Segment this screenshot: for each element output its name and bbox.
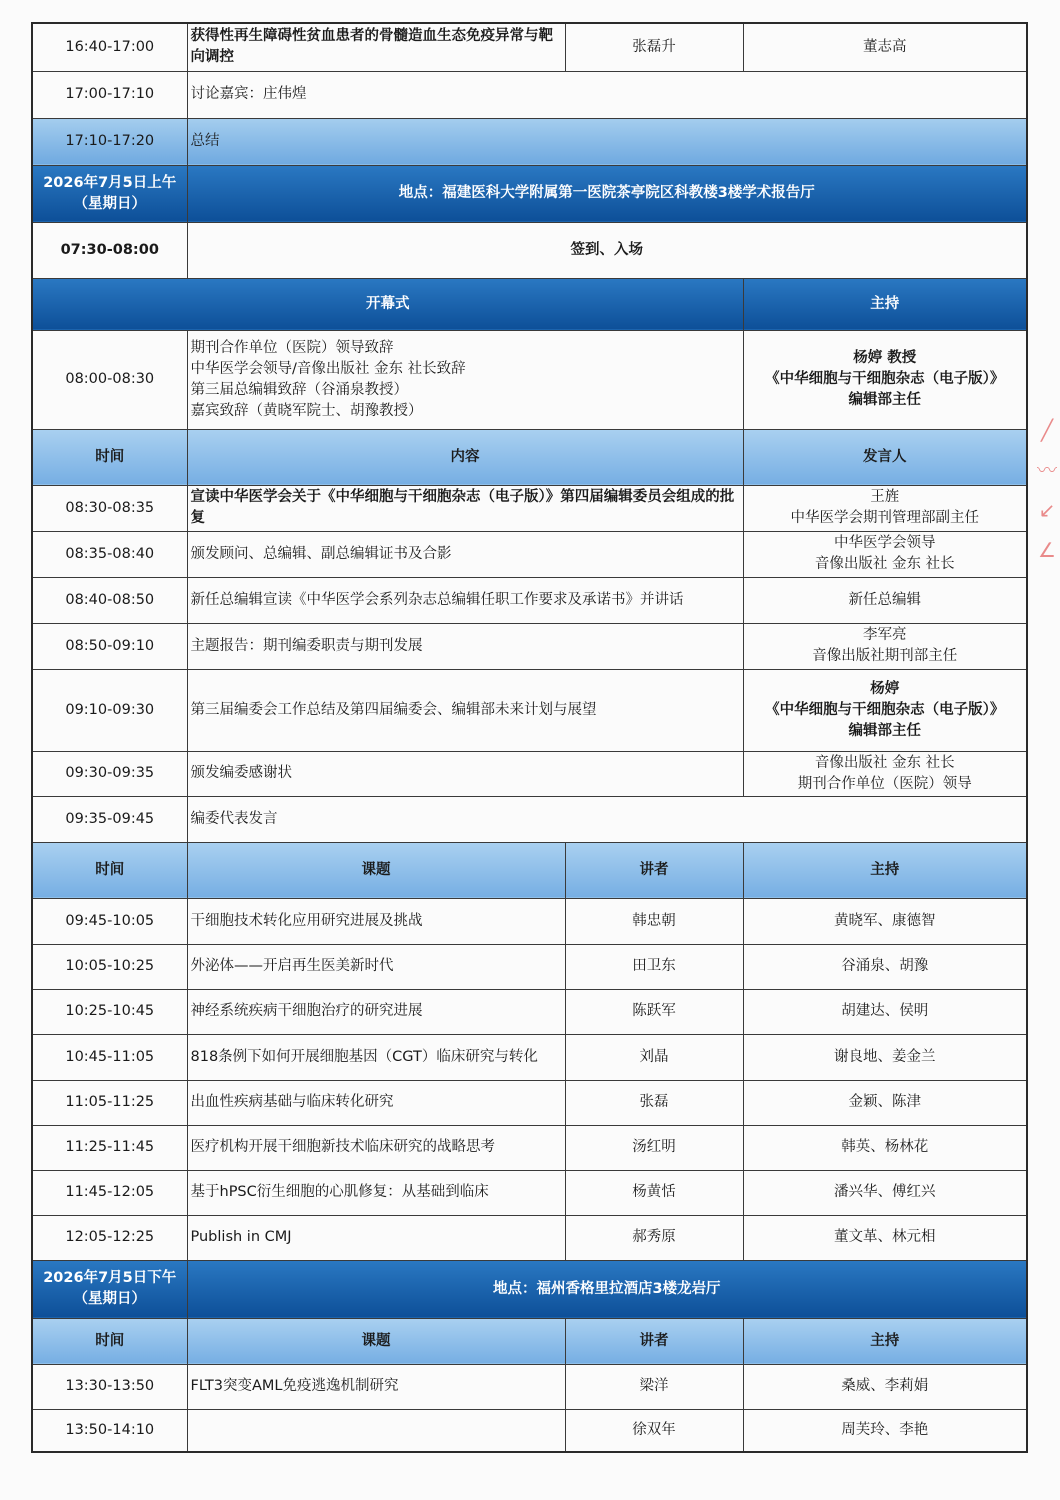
session-header-row xyxy=(32,165,1027,222)
schedule-row xyxy=(32,23,1027,71)
schedule-cell: 刘晶 xyxy=(565,1034,743,1080)
cell-line: 《中华细胞与干细胞杂志（电子版）》 xyxy=(765,371,1005,387)
time-cell: 08:35-08:40 xyxy=(32,531,187,577)
time-cell: 12:05-12:25 xyxy=(32,1215,187,1260)
time-cell: 08:40-08:50 xyxy=(32,577,187,623)
schedule-row xyxy=(32,330,1027,429)
time-cell: 13:50-14:10 xyxy=(32,1409,187,1452)
time-cell: 11:25-11:45 xyxy=(32,1125,187,1170)
schedule-cell: 获得性再生障碍性贫血患者的骨髓造血生态免疫异常与靶向调控 xyxy=(187,23,565,71)
time-cell: 08:50-09:10 xyxy=(32,623,187,669)
time-cell: 16:40-17:00 xyxy=(32,23,187,71)
cell-line: （星期日） xyxy=(73,195,146,212)
schedule-row xyxy=(32,222,1027,278)
time-cell: 10:05-10:25 xyxy=(32,944,187,989)
schedule-cell: 桑威、李莉娟 xyxy=(743,1364,1027,1409)
time-cell: 时间 xyxy=(32,842,187,898)
schedule-cell: 818条例下如何开展细胞基因（CGT）临床研究与转化 xyxy=(187,1034,565,1080)
time-cell: 10:45-11:05 xyxy=(32,1034,187,1080)
cell-line: 杨婷 教授 xyxy=(853,350,917,366)
time-cell: 时间 xyxy=(32,429,187,485)
schedule-row xyxy=(32,1364,1027,1409)
schedule-row xyxy=(32,71,1027,118)
time-cell: 08:00-08:30 xyxy=(32,330,187,429)
schedule-cell xyxy=(743,330,1027,429)
time-cell: 09:30-09:35 xyxy=(32,751,187,796)
schedule-cell: 编委代表发言 xyxy=(187,796,1027,842)
schedule-row xyxy=(32,796,1027,842)
time-cell xyxy=(32,165,187,222)
schedule-cell: 主持 xyxy=(743,842,1027,898)
cell-line: （星期日） xyxy=(73,1291,146,1307)
cell-line: 第三届总编辑致辞（谷涌泉教授） xyxy=(190,381,408,398)
schedule-cell xyxy=(743,669,1027,751)
schedule-cell: 发言人 xyxy=(743,429,1027,485)
schedule-cell: 董文革、林元相 xyxy=(743,1215,1027,1260)
time-cell: 时间 xyxy=(32,1318,187,1364)
schedule-cell: 韩英、杨林花 xyxy=(743,1125,1027,1170)
cell-line: 期刊合作单位（医院）领导致辞 xyxy=(190,339,394,356)
schedule-cell: 徐双年 xyxy=(565,1409,743,1452)
schedule-cell: 谢良地、姜金兰 xyxy=(743,1034,1027,1080)
schedule-table xyxy=(31,22,1028,1453)
schedule-cell: 第三届编委会工作总结及第四届编委会、编辑部未来计划与展望 xyxy=(187,669,743,751)
time-cell: 开幕式 xyxy=(32,278,743,330)
schedule-cell: 张磊 xyxy=(565,1080,743,1125)
cell-line: 《中华细胞与干细胞杂志（电子版）》 xyxy=(765,701,1005,718)
schedule-cell: 主题报告：期刊编委职责与期刊发展 xyxy=(187,623,743,669)
schedule-cell: 颁发顾问、总编辑、副总编辑证书及合影 xyxy=(187,531,743,577)
schedule-cell: 陈跃军 xyxy=(565,989,743,1034)
time-cell: 11:45-12:05 xyxy=(32,1170,187,1215)
cell-line: 期刊合作单位（医院）领导 xyxy=(797,775,972,792)
schedule-cell: 黄晓军、康德智 xyxy=(743,898,1027,944)
schedule-row xyxy=(32,577,1027,623)
schedule-cell: 田卫东 xyxy=(565,944,743,989)
schedule-cell: Publish in CMJ xyxy=(187,1215,565,1260)
schedule-cell: 基于hPSC衍生细胞的心肌修复：从基础到临床 xyxy=(187,1170,565,1215)
time-cell: 09:45-10:05 xyxy=(32,898,187,944)
schedule-row xyxy=(32,669,1027,751)
schedule-cell: 讲者 xyxy=(565,1318,743,1364)
cell-line: 音像出版社 金东 社长 xyxy=(814,754,955,771)
schedule-cell: 医疗机构开展干细胞新技术临床研究的战略思考 xyxy=(187,1125,565,1170)
schedule-cell: 郝秀原 xyxy=(565,1215,743,1260)
schedule-row xyxy=(32,944,1027,989)
cell-line: 中华医学会期刊管理部副主任 xyxy=(790,510,979,526)
time-cell: 10:25-10:45 xyxy=(32,989,187,1034)
schedule-row xyxy=(32,898,1027,944)
schedule-cell: 周芙玲、李艳 xyxy=(743,1409,1027,1452)
schedule-cell xyxy=(743,751,1027,796)
schedule-cell: 新任总编辑宣读《中华医学会系列杂志总编辑任职工作要求及承诺书》并讲话 xyxy=(187,577,743,623)
schedule-cell: 主持 xyxy=(743,278,1027,330)
schedule-cell: 讨论嘉宾：庄伟煌 xyxy=(187,71,1027,118)
schedule-cell xyxy=(187,1409,565,1452)
schedule-cell: 签到、入场 xyxy=(187,222,1027,278)
schedule-cell: FLT3突变AML免疫逃逸机制研究 xyxy=(187,1364,565,1409)
schedule-row xyxy=(32,623,1027,669)
schedule-cell: 宣读中华医学会关于《中华细胞与干细胞杂志（电子版）》第四届编辑委员会组成的批复 xyxy=(187,485,743,531)
schedule-cell: 课题 xyxy=(187,1318,565,1364)
time-cell: 17:10-17:20 xyxy=(32,118,187,165)
schedule-cell: 张磊升 xyxy=(565,23,743,71)
cell-line: 李军亮 xyxy=(863,627,907,643)
time-cell xyxy=(32,1260,187,1318)
schedule-row xyxy=(32,1409,1027,1452)
time-cell: 17:00-17:10 xyxy=(32,71,187,118)
cell-line: 编辑部主任 xyxy=(848,722,921,739)
schedule-row xyxy=(32,989,1027,1034)
schedule-body xyxy=(32,23,1027,1452)
schedule-cell: 谷涌泉、胡豫 xyxy=(743,944,1027,989)
schedule-row xyxy=(32,751,1027,796)
time-cell: 11:05-11:25 xyxy=(32,1080,187,1125)
cell-line: 中华医学会领导/音像出版社 金东 社长致辞 xyxy=(190,360,466,377)
schedule-cell: 神经系统疾病干细胞治疗的研究进展 xyxy=(187,989,565,1034)
session-header-row xyxy=(32,1260,1027,1318)
edge-stamp-mark: ╱ 〰 ↙ ∠ xyxy=(1037,418,1057,562)
schedule-row xyxy=(32,1080,1027,1125)
session-header-row xyxy=(32,278,1027,330)
schedule-row xyxy=(32,118,1027,165)
schedule-cell: 金颖、陈津 xyxy=(743,1080,1027,1125)
cell-line: 杨婷 xyxy=(870,680,900,697)
schedule-row xyxy=(32,1125,1027,1170)
schedule-cell: 潘兴华、傅红兴 xyxy=(743,1170,1027,1215)
schedule-cell: 梁洋 xyxy=(565,1364,743,1409)
cell-line: 嘉宾致辞（黄晓军院士、胡豫教授） xyxy=(190,402,423,419)
schedule-cell: 新任总编辑 xyxy=(743,577,1027,623)
schedule-row xyxy=(32,1170,1027,1215)
schedule-cell: 地点：福建医科大学附属第一医院茶亭院区科教楼3楼学术报告厅 xyxy=(187,165,1027,222)
cell-line: 音像出版社 金东 社长 xyxy=(814,556,955,572)
time-cell: 09:35-09:45 xyxy=(32,796,187,842)
schedule-row xyxy=(32,1215,1027,1260)
schedule-cell xyxy=(743,485,1027,531)
schedule-cell: 主持 xyxy=(743,1318,1027,1364)
time-cell: 08:30-08:35 xyxy=(32,485,187,531)
schedule-cell: 董志高 xyxy=(743,23,1027,71)
schedule-cell: 颁发编委感谢状 xyxy=(187,751,743,796)
column-header-row xyxy=(32,842,1027,898)
schedule-cell: 内容 xyxy=(187,429,743,485)
schedule-cell: 总结 xyxy=(187,118,1027,165)
cell-line: 编辑部主任 xyxy=(848,392,921,408)
schedule-cell: 外泌体——开启再生医美新时代 xyxy=(187,944,565,989)
cell-line: 2026年7月5日上午 xyxy=(43,174,177,191)
schedule-cell: 课题 xyxy=(187,842,565,898)
time-cell: 09:10-09:30 xyxy=(32,669,187,751)
schedule-cell: 胡建达、侯明 xyxy=(743,989,1027,1034)
schedule-cell: 讲者 xyxy=(565,842,743,898)
schedule-cell xyxy=(743,531,1027,577)
schedule-cell xyxy=(187,330,743,429)
time-cell: 07:30-08:00 xyxy=(32,222,187,278)
cell-line: 2026年7月5日下午 xyxy=(43,1270,177,1286)
schedule-cell: 杨黄恬 xyxy=(565,1170,743,1215)
schedule-cell: 汤红明 xyxy=(565,1125,743,1170)
schedule-cell: 地点：福州香格里拉酒店3楼龙岩厅 xyxy=(187,1260,1027,1318)
column-header-row xyxy=(32,429,1027,485)
time-cell: 13:30-13:50 xyxy=(32,1364,187,1409)
cell-line: 中华医学会领导 xyxy=(834,535,936,551)
schedule-cell xyxy=(743,623,1027,669)
column-header-row xyxy=(32,1318,1027,1364)
schedule-cell: 韩忠朝 xyxy=(565,898,743,944)
schedule-cell: 出血性疾病基础与临床转化研究 xyxy=(187,1080,565,1125)
schedule-row xyxy=(32,1034,1027,1080)
schedule-row xyxy=(32,531,1027,577)
cell-line: 音像出版社期刊部主任 xyxy=(812,648,958,664)
schedule-row xyxy=(32,485,1027,531)
schedule-cell: 干细胞技术转化应用研究进展及挑战 xyxy=(187,898,565,944)
cell-line: 王旌 xyxy=(870,489,900,505)
